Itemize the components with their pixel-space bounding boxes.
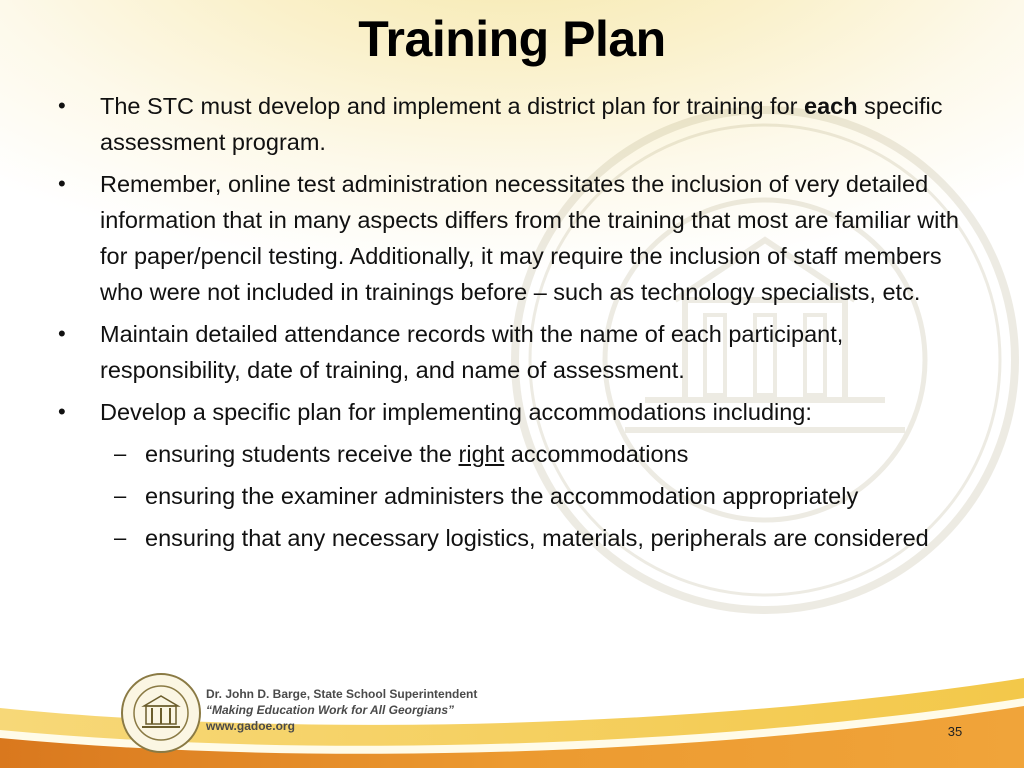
bullet-text: Develop a specific plan for implementing accommodations including: <box>100 399 812 425</box>
bullet-icon: • <box>58 399 66 424</box>
page-number: 35 <box>947 724 963 739</box>
dash-icon: – <box>114 441 127 466</box>
dash-icon: – <box>114 525 127 550</box>
slide-title: Training Plan <box>358 11 666 67</box>
slide-body <box>56 88 976 562</box>
motto: “Making Education Work for All Georgians” <box>206 703 455 717</box>
bullet-item <box>56 166 976 310</box>
superintendent-name: Dr. John D. Barge, State School Superintendent <box>206 687 478 701</box>
sub-bullet-underline: right <box>458 441 505 467</box>
bullet-icon: • <box>58 321 66 346</box>
sub-bullet-text: ensuring the examiner administers the accommodation appropriately <box>145 483 859 509</box>
footer-info <box>206 686 477 734</box>
bullet-emphasis: each <box>804 93 858 119</box>
bullet-icon: • <box>58 171 66 196</box>
bullet-icon: • <box>58 93 66 118</box>
website-link[interactable]: www.gadoe.org <box>206 719 295 733</box>
bullet-item <box>56 88 976 160</box>
bullet-text: Remember, online test administration necessitates the inclusion of very detailed information that in many aspects differs from the training that most are familiar with for paper/pencil testing. Additionally, it may require the inclusion of staff members who were not included in trainings before – such as technology specialists, etc. <box>100 171 959 305</box>
department-seal-icon <box>120 672 202 754</box>
bullet-list <box>56 88 976 556</box>
bullet-text: The STC must develop and implement a district plan for training for <box>100 93 805 119</box>
sub-bullet-item <box>56 436 976 472</box>
sub-bullet-text: ensuring that any necessary logistics, materials, peripherals are considered <box>145 525 929 551</box>
bullet-text: Maintain detailed attendance records with the name of each participant, responsibility, date of training, and name of assessment. <box>100 321 844 383</box>
sub-bullet-item <box>56 520 976 556</box>
sub-bullet-text: accommodations <box>504 441 689 467</box>
bullet-item <box>56 394 976 430</box>
bullet-item <box>56 316 976 388</box>
sub-bullet-item <box>56 478 976 514</box>
sub-bullet-text: ensuring students receive the <box>145 441 459 467</box>
dash-icon: – <box>114 483 127 508</box>
bullet-text: specific assessment program. <box>100 93 943 155</box>
